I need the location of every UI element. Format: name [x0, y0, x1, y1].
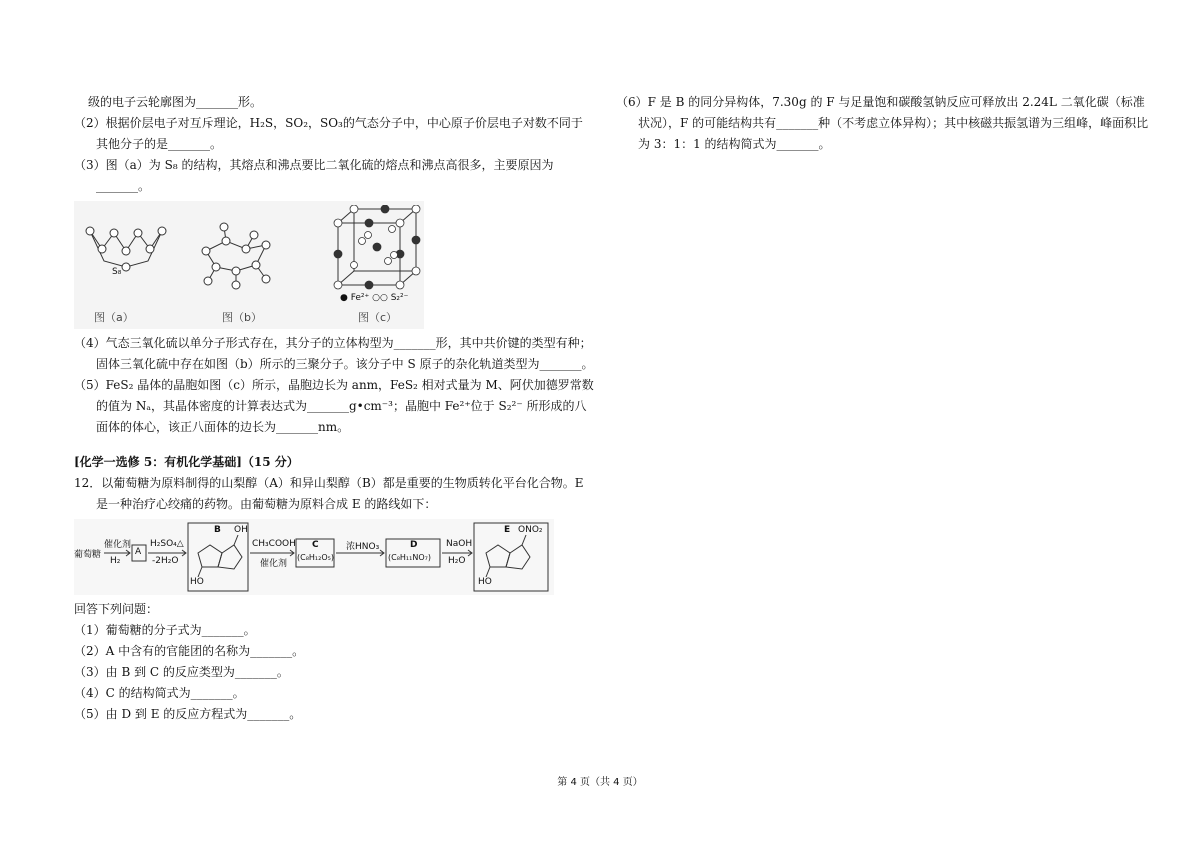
page-footer: 第 4 页（共 4 页）	[557, 777, 643, 788]
scheme-cond2-bot: -2H₂O	[152, 556, 179, 566]
s8-label: S₈	[112, 267, 122, 277]
question-12-intro: 12．以葡萄糖为原料制得的山梨醇（A）和异山梨醇（B）都是重要的生物质转化平台化合物。E 是一种治疗心绞痛的药物。由葡萄糖为原料合成 E 的路线如下：	[74, 476, 584, 511]
question-5: （5）FeS₂ 晶体的晶胞如图（c）所示，晶胞边长为 anm，FeS₂ 相对式量为 M、阿伏加德罗常数的值为 Nₐ，其晶体密度的计算表达式为_______g•cm⁻³；晶胞中 Fe²⁺位于 S₂²⁻ 所形成的八面体的体心，该正八面体的边长为_______nm。	[74, 378, 594, 434]
scheme-E-ONO2: ONO₂	[518, 525, 543, 535]
scheme-D-formula: (C₈H₁₁NO₇)	[388, 553, 431, 562]
scheme-cond1-bot: H₂	[110, 556, 121, 566]
figure-b-trimer	[186, 221, 286, 301]
scheme-E: E	[504, 525, 511, 535]
scheme-cond5-bot: H₂O	[448, 556, 466, 566]
left-column	[74, 92, 594, 725]
scheme-A: A	[135, 547, 142, 557]
scheme-C: C	[312, 540, 319, 550]
scheme-C-formula: (C₈H₁₂O₅)	[297, 553, 334, 562]
synthesis-scheme	[74, 519, 554, 595]
caption-a: 图（a）	[94, 311, 134, 324]
figure-a-s8-ring	[82, 219, 172, 289]
answer-prompt: 回答下列问题：	[74, 602, 159, 616]
section-title: [化学一选修 5：有机化学基础]（15 分）	[74, 455, 299, 469]
scheme-D: D	[410, 540, 418, 550]
scheme-cond3-bot: 催化剂	[260, 559, 288, 569]
question-3: （3）图（a）为 S₈ 的结构，其熔点和沸点要比二氧化硫的熔点和沸点高很多，主要原因为_______。	[74, 158, 554, 193]
scheme-B-HO: HO	[190, 577, 204, 587]
question-12-6: （6）F 是 B 的同分异构体，7.30g 的 F 与足量饱和碳酸氢钠反应可释放出 2.24L 二氧化碳（标准状况），F 的可能结构共有_______种（不考虑立体异构）；其中核磁共振氢谱为三组峰，峰面积比为 3：1：1 的结构简式为_______。	[616, 95, 1149, 151]
scheme-cond5-top: NaOH	[446, 539, 473, 549]
scheme-B-OH: OH	[234, 525, 248, 535]
scheme-cond2-top: H₂SO₄△	[150, 539, 184, 549]
question-2: （2）根据价层电子对互斥理论，H₂S，SO₂，SO₃的气态分子中，中心原子价层电子对数不同于其他分子的是_______。	[74, 116, 583, 151]
q1-continuation: 级的电子云轮廓图为_______形。	[88, 95, 263, 109]
question-12-4: （4）C 的结构简式为_______。	[74, 686, 245, 700]
scheme-B: B	[214, 525, 221, 535]
question-12-3: （3）由 B 到 C 的反应类型为_______。	[74, 665, 289, 679]
scheme-cond4-top: 浓HNO₃	[346, 542, 380, 552]
scheme-start: 葡萄糖	[74, 550, 102, 560]
figure-c-legend: ● Fe²⁺ ○○ S₂²⁻	[340, 293, 409, 303]
figure-c-fes2-cell	[332, 205, 422, 297]
right-column	[616, 92, 1156, 155]
scheme-E-HO: HO	[478, 577, 492, 587]
scheme-cond1-top: 催化剂	[104, 540, 132, 550]
scheme-cond3-top: CH₃COOH	[252, 539, 296, 549]
figure-s8-structures	[74, 201, 424, 329]
question-4: （4）气态三氧化硫以单分子形式存在，其分子的立体构型为_______形，其中共价键的类型有种；固体三氧化硫中存在如图（b）所示的三聚分子。该分子中 S 原子的杂化轨道类型为_______。	[74, 336, 594, 371]
question-12-2: （2）A 中含有的官能团的名称为_______。	[74, 644, 305, 658]
question-12-5: （5）由 D 到 E 的反应方程式为_______。	[74, 707, 302, 721]
caption-b: 图（b）	[222, 311, 262, 324]
question-12-1: （1）葡萄糖的分子式为_______。	[74, 623, 256, 637]
caption-c: 图（c）	[358, 311, 398, 324]
